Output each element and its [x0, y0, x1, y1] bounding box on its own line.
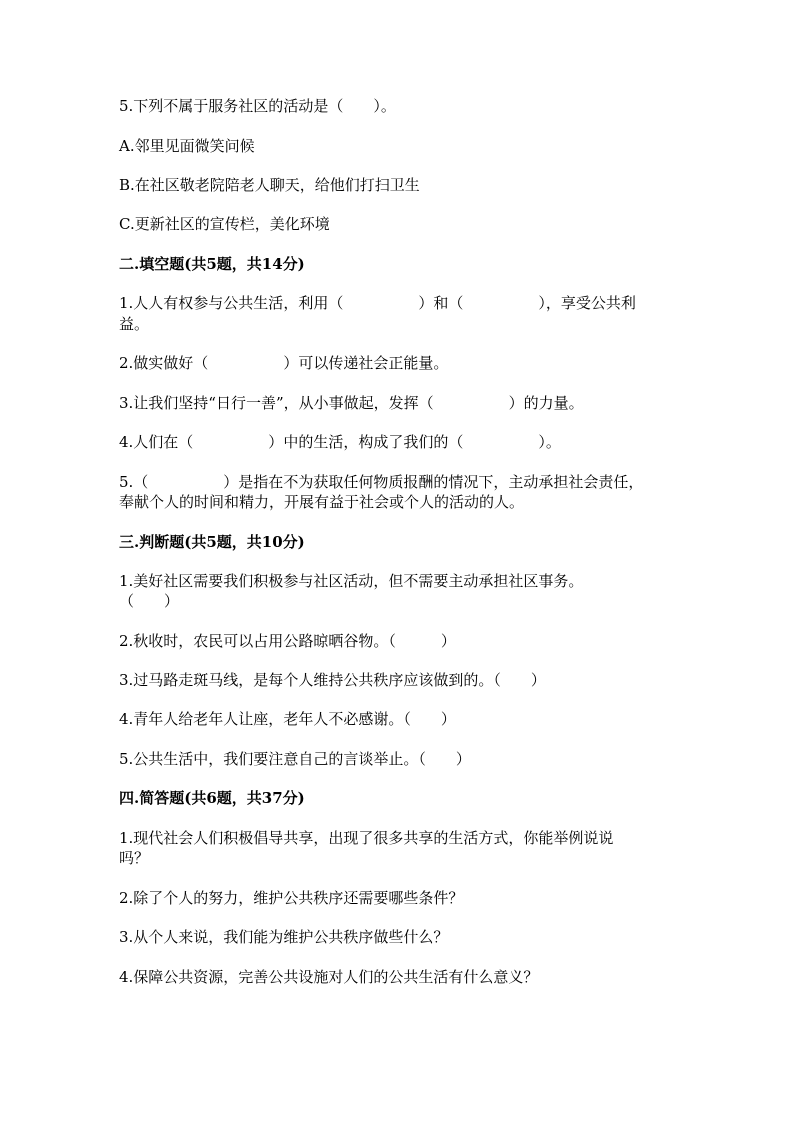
question-5-choice: 5.下列不属于服务社区的活动是（ ）。: [119, 97, 396, 115]
fill-blank-q2: 2.做实做好（ ）可以传递社会正能量。: [119, 354, 449, 372]
short-answer-q2: 2.除了个人的努力，维护公共秩序还需要哪些条件？: [119, 889, 464, 907]
fill-blank-q4: 4.人们在（ ）中的生活，构成了我们的（ ）。: [119, 433, 561, 451]
section-heading-true-false: 三.判断题(共5题，共10分): [119, 533, 305, 551]
true-false-q1-line2: （ ）: [119, 592, 180, 610]
section-heading-fill-blank: 二.填空题(共5题，共14分): [119, 255, 305, 273]
short-answer-q1-line1: 1.现代社会人们积极倡导共享，出现了很多共享的生活方式，你能举例说说: [119, 829, 614, 847]
short-answer-q4: 4.保障公共资源，完善公共设施对人们的公共生活有什么意义？: [119, 968, 539, 986]
fill-blank-q3: 3.让我们坚持“日行一善”，从小事做起，发挥（ ）的力量。: [119, 394, 584, 412]
fill-blank-q5-line2: 奉献个人的时间和精力，开展有益于社会或个人的活动的人。: [119, 493, 525, 511]
option-a: A.邻里见面微笑问候: [119, 137, 255, 155]
option-c: C.更新社区的宣传栏，美化环境: [119, 215, 330, 233]
true-false-q5: 5.公共生活中，我们要注意自己的言谈举止。（ ）: [119, 750, 471, 768]
short-answer-q3: 3.从个人来说，我们能为维护公共秩序做些什么？: [119, 928, 449, 946]
section-heading-short-answer: 四.简答题(共6题，共37分): [119, 789, 305, 807]
fill-blank-q1-line2: 益。: [119, 315, 150, 333]
short-answer-q1-line2: 吗？: [119, 849, 150, 867]
true-false-q1-line1: 1.美好社区需要我们积极参与社区活动，但不需要主动承担社区事务。: [119, 572, 584, 590]
option-b: B.在社区敬老院陪老人聊天，给他们打扫卫生: [119, 176, 420, 194]
fill-blank-q5-line1: 5.（ ）是指在不为获取任何物质报酬的情况下，主动承担社会责任，: [119, 473, 644, 491]
true-false-q2: 2.秋收时，农民可以占用公路晾晒谷物。（ ）: [119, 632, 456, 650]
true-false-q3: 3.过马路走斑马线，是每个人维持公共秩序应该做到的。（ ）: [119, 671, 546, 689]
fill-blank-q1-line1: 1.人人有权参与公共生活，利用（ ）和（ ），享受公共利: [119, 294, 636, 312]
true-false-q4: 4.青年人给老年人让座，老年人不必感谢。（ ）: [119, 710, 456, 728]
